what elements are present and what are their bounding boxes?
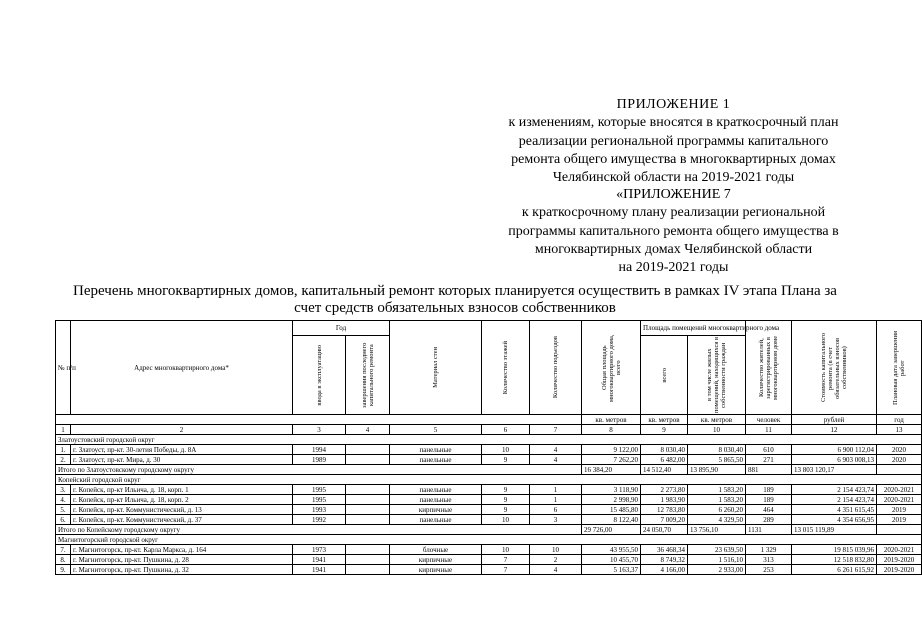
unit-cell: кв. метров <box>641 415 688 425</box>
header-year-group: Год <box>293 321 390 336</box>
group-row <box>56 435 922 445</box>
total-row <box>56 525 922 535</box>
row-planned-date: 2020-2021 <box>877 545 922 555</box>
column-number: 1 <box>56 425 71 435</box>
row-total-area: 10 455,70 <box>582 555 641 565</box>
heading-line: счет средств обязательных взносов собственников <box>294 300 616 316</box>
row-num: 1. <box>56 445 71 455</box>
total-row <box>56 465 922 475</box>
appendix-1-block <box>486 96 861 187</box>
column-number: 8 <box>582 425 641 435</box>
table-row <box>56 555 922 565</box>
row-year-commission: 1994 <box>293 445 346 455</box>
row-entrances: 1 <box>530 485 582 495</box>
row-year-commission: 1989 <box>293 455 346 465</box>
row-wall-material: панельные <box>390 485 482 495</box>
row-num: 4. <box>56 495 71 505</box>
total-residential-private: 13 895,90 <box>688 465 746 475</box>
appendix-7-line: многоквартирных домах Челябинской области <box>534 241 813 257</box>
appendix-7-line: на 2019-2021 годы <box>618 260 729 276</box>
row-premises-total: 12 783,80 <box>641 505 688 515</box>
table-row <box>56 515 922 525</box>
row-address: г. Копейск, пр-кт Ильича, д. 18, корп. 1 <box>71 485 293 495</box>
row-num: 2. <box>56 455 71 465</box>
total-residential-private: 13 756,10 <box>688 525 746 535</box>
group-label: Златоустовский городской округ <box>56 435 922 445</box>
row-residential-private: 1 583,20 <box>688 485 746 495</box>
row-cost: 6 261 615,92 <box>792 565 877 575</box>
row-cost: 19 815 039,96 <box>792 545 877 555</box>
group-row <box>56 535 922 545</box>
unit-cell: рублей <box>792 415 877 425</box>
total-residents: 881 <box>746 465 792 475</box>
header-year-commission-text: ввода в эксплуатацию <box>315 344 323 406</box>
units-row <box>56 415 922 425</box>
row-cost: 6 900 112,04 <box>792 445 877 455</box>
row-premises-total: 4 166,00 <box>641 565 688 575</box>
appendix-7-line: к краткосрочному плану реализации региональной <box>521 205 826 221</box>
table-row <box>56 565 922 575</box>
row-residents: 313 <box>746 555 792 565</box>
row-residents: 189 <box>746 485 792 495</box>
row-total-area: 3 118,90 <box>582 485 641 495</box>
row-address: г. Магнитогорск, пр-кт. Карла Маркса, д. 164 <box>71 545 293 555</box>
column-number: 12 <box>792 425 877 435</box>
row-planned-date: 2019-2020 <box>877 565 922 575</box>
row-planned-date: 2020 <box>877 455 922 465</box>
row-floors: 9 <box>482 505 530 515</box>
total-residents: 1131 <box>746 525 792 535</box>
row-planned-date: 2020-2021 <box>877 495 922 505</box>
row-address: г. Копейск, пр-кт. Коммунистический, д. 37 <box>71 515 293 525</box>
appendix-1-title: ПРИЛОЖЕНИЕ 1 <box>616 97 731 112</box>
column-number: 11 <box>746 425 792 435</box>
row-total-area: 43 955,50 <box>582 545 641 555</box>
appendix-7-block <box>486 186 861 277</box>
column-number: 7 <box>530 425 582 435</box>
row-address: г. Магнитогорск, пр-кт. Пушкина, д. 32 <box>71 565 293 575</box>
header-premises-group: Площадь помещений многоквартирного дома <box>641 321 746 336</box>
row-entrances: 6 <box>530 505 582 515</box>
row-year-last-repair <box>346 545 390 555</box>
total-blank <box>877 465 922 475</box>
row-wall-material: панельные <box>390 445 482 455</box>
total-area: 29 726,00 <box>582 525 641 535</box>
row-wall-material: кирпичные <box>390 555 482 565</box>
row-residents: 464 <box>746 505 792 515</box>
total-area: 16 384,20 <box>582 465 641 475</box>
row-premises-total: 8 030,40 <box>641 445 688 455</box>
unit-cell: кв. метров <box>688 415 746 425</box>
total-blank <box>877 525 922 535</box>
row-year-last-repair <box>346 505 390 515</box>
row-planned-date: 2019-2020 <box>877 555 922 565</box>
table-row <box>56 485 922 495</box>
row-residential-private: 1 516,10 <box>688 555 746 565</box>
row-address: г. Златоуст, пр-кт. Мира, д. 30 <box>71 455 293 465</box>
row-floors: 7 <box>482 555 530 565</box>
row-premises-total: 8 749,32 <box>641 555 688 565</box>
row-planned-date: 2020-2021 <box>877 485 922 495</box>
row-num: 7. <box>56 545 71 555</box>
header-total-area-text: Общая площадь многоквартирного дома, всего <box>600 333 622 402</box>
total-label: Итого по Златоустовскому городскому округу <box>56 465 582 475</box>
row-entrances: 1 <box>530 495 582 505</box>
table-row <box>56 445 922 455</box>
row-year-last-repair <box>346 485 390 495</box>
row-residential-private: 23 639,50 <box>688 545 746 555</box>
header-entrances <box>530 321 582 415</box>
row-floors: 9 <box>482 455 530 465</box>
row-total-area: 2 998,90 <box>582 495 641 505</box>
header-residents-text: Количество жителей, зарегистрированных в многоквартирном доме <box>758 335 780 400</box>
row-total-area: 8 122,40 <box>582 515 641 525</box>
header-cost <box>792 321 877 415</box>
row-year-commission: 1941 <box>293 565 346 575</box>
header-residential-private-text: в том числе жилых помещений, находящихся в собственности граждан <box>706 336 728 414</box>
table-row <box>56 495 922 505</box>
column-number: 10 <box>688 425 746 435</box>
appendix-1-line: к изменениям, которые вносятся в краткосрочный план <box>508 115 839 131</box>
total-premises: 24 050,70 <box>641 525 688 535</box>
row-residents: 1 329 <box>746 545 792 555</box>
row-floors: 10 <box>482 545 530 555</box>
row-year-last-repair <box>346 495 390 505</box>
column-number: 2 <box>71 425 293 435</box>
header-planned-date-text: Плановая дата завершения работ <box>892 330 907 405</box>
header-num: № п/п <box>56 321 71 415</box>
row-residential-private: 8 030,40 <box>688 445 746 455</box>
row-floors: 10 <box>482 515 530 525</box>
row-cost: 4 354 656,95 <box>792 515 877 525</box>
header-total-area <box>582 321 641 415</box>
total-premises: 14 512,40 <box>641 465 688 475</box>
row-wall-material: кирпичные <box>390 565 482 575</box>
group-row <box>56 475 922 485</box>
group-label: Копейский городской округ <box>56 475 922 485</box>
row-residential-private: 6 260,20 <box>688 505 746 515</box>
header-premises-total <box>641 336 688 415</box>
row-residents: 271 <box>746 455 792 465</box>
row-entrances: 4 <box>530 445 582 455</box>
row-year-last-repair <box>346 445 390 455</box>
table-row <box>56 545 922 555</box>
row-residents: 610 <box>746 445 792 455</box>
row-residents: 253 <box>746 565 792 575</box>
header-wall-material-text: Материал стен <box>432 347 440 388</box>
row-entrances: 10 <box>530 545 582 555</box>
appendix-7-title: «ПРИЛОЖЕНИЕ 7 <box>616 187 731 202</box>
row-floors: 9 <box>482 495 530 505</box>
row-num: 3. <box>56 485 71 495</box>
row-address: г. Златоуст, пр-кт. 30-летия Победы, д. 8А <box>71 445 293 455</box>
row-year-last-repair <box>346 565 390 575</box>
column-number: 4 <box>346 425 390 435</box>
row-premises-total: 6 482,00 <box>641 455 688 465</box>
row-floors: 7 <box>482 565 530 575</box>
houses-table <box>55 320 922 575</box>
unit-cell: кв. метров <box>582 415 641 425</box>
column-number: 9 <box>641 425 688 435</box>
row-address: г. Магнитогорск, пр-кт. Пушкина, д. 28 <box>71 555 293 565</box>
row-num: 8. <box>56 555 71 565</box>
row-num: 6. <box>56 515 71 525</box>
row-entrances: 4 <box>530 565 582 575</box>
row-total-area: 9 122,00 <box>582 445 641 455</box>
row-residential-private: 2 933,00 <box>688 565 746 575</box>
row-total-area: 15 485,80 <box>582 505 641 515</box>
row-floors: 9 <box>482 485 530 495</box>
row-residents: 189 <box>746 495 792 505</box>
table-row <box>56 455 922 465</box>
heading-line: Перечень многоквартирных домов, капитальный ремонт которых планируется осуществить в рамках IV этапа Плана за <box>73 283 837 299</box>
total-label: Итого по Копейскому городскому округу <box>56 525 582 535</box>
row-year-last-repair <box>346 455 390 465</box>
row-wall-material: панельные <box>390 495 482 505</box>
row-entrances: 3 <box>530 515 582 525</box>
header-residents <box>746 321 792 415</box>
row-cost: 6 903 008,13 <box>792 455 877 465</box>
row-residential-private: 4 329,50 <box>688 515 746 525</box>
row-year-commission: 1941 <box>293 555 346 565</box>
column-number: 6 <box>482 425 530 435</box>
table-row <box>56 505 922 515</box>
row-entrances: 2 <box>530 555 582 565</box>
appendix-7-line: программы капитального ремонта общего имущества в <box>508 223 839 239</box>
row-year-commission: 1993 <box>293 505 346 515</box>
row-cost: 4 351 615,45 <box>792 505 877 515</box>
unit-cell: год <box>877 415 922 425</box>
header-cost-text: Стоимость капитального ремонта (в счет обязательных взносов собственников) <box>820 333 849 402</box>
row-address: г. Копейск, пр-кт Ильича, д. 18, корп. 2 <box>71 495 293 505</box>
row-wall-material: панельные <box>390 515 482 525</box>
row-cost: 12 518 832,80 <box>792 555 877 565</box>
header-wall-material <box>390 321 482 415</box>
column-number: 13 <box>877 425 922 435</box>
row-total-area: 5 163,37 <box>582 565 641 575</box>
column-number: 3 <box>293 425 346 435</box>
row-residents: 289 <box>746 515 792 525</box>
header-entrances-text: Количество подъездов <box>552 336 560 399</box>
row-premises-total: 36 468,34 <box>641 545 688 555</box>
header-year-last-repair <box>346 336 390 415</box>
header-floors-text: Количество этажей <box>502 340 510 395</box>
group-label: Магнитогорский городской округ <box>56 535 922 545</box>
row-premises-total: 1 983,90 <box>641 495 688 505</box>
row-entrances: 4 <box>530 455 582 465</box>
total-cost: 13 803 120,17 <box>792 465 877 475</box>
row-year-commission: 1992 <box>293 515 346 525</box>
row-year-commission: 1995 <box>293 495 346 505</box>
row-wall-material: блочные <box>390 545 482 555</box>
column-number-row <box>56 425 922 435</box>
row-wall-material: панельные <box>390 455 482 465</box>
row-num: 9. <box>56 565 71 575</box>
appendix-1-line: Челябинской области на 2019-2021 годы <box>552 170 795 186</box>
header-floors <box>482 321 530 415</box>
header-premises-total-text: всего <box>660 367 668 383</box>
document-heading <box>30 283 880 317</box>
row-num: 5. <box>56 505 71 515</box>
row-year-last-repair <box>346 515 390 525</box>
row-planned-date: 2019 <box>877 515 922 525</box>
row-year-commission: 1973 <box>293 545 346 555</box>
appendix-1-line: ремонта общего имущества в многоквартирных домах <box>511 151 836 167</box>
row-year-last-repair <box>346 555 390 565</box>
header-address: Адрес многоквартирного дома* <box>71 321 293 415</box>
header-planned-date <box>877 321 922 415</box>
row-planned-date: 2020 <box>877 445 922 455</box>
appendix-1-line: реализации региональной программы капитального <box>518 133 829 149</box>
header-year-commission <box>293 336 346 415</box>
total-cost: 13 015 119,89 <box>792 525 877 535</box>
header-residential-private <box>688 336 746 415</box>
row-cost: 2 154 423,74 <box>792 495 877 505</box>
row-total-area: 7 262,20 <box>582 455 641 465</box>
row-year-commission: 1995 <box>293 485 346 495</box>
row-planned-date: 2019 <box>877 505 922 515</box>
row-cost: 2 154 423,74 <box>792 485 877 495</box>
row-premises-total: 7 009,20 <box>641 515 688 525</box>
header-year-last-repair-text: завершения последнего капитального ремонта <box>360 342 375 408</box>
row-address: г. Копейск, пр-кт. Коммунистический, д. 13 <box>71 505 293 515</box>
row-floors: 10 <box>482 445 530 455</box>
row-residential-private: 1 583,20 <box>688 495 746 505</box>
column-number: 5 <box>390 425 482 435</box>
unit-cell: человек <box>746 415 792 425</box>
row-residential-private: 5 865,50 <box>688 455 746 465</box>
row-premises-total: 2 273,80 <box>641 485 688 495</box>
row-wall-material: кирпичные <box>390 505 482 515</box>
